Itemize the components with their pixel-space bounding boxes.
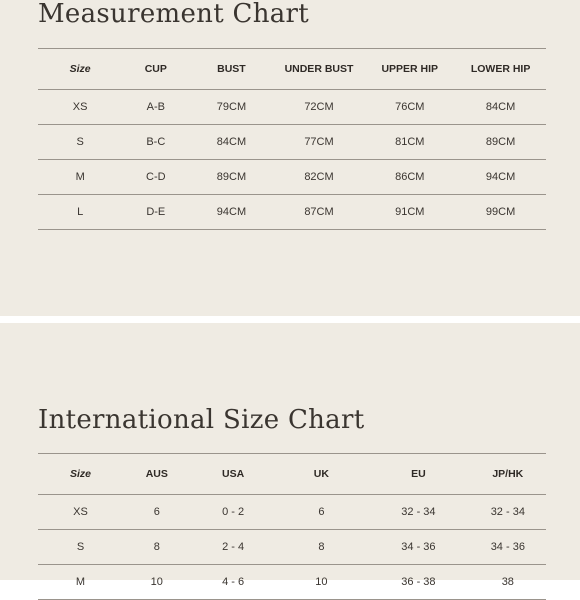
column-header-aus: AUS — [145, 468, 168, 480]
column-header-eu: EU — [411, 468, 426, 480]
cell-cup: C-D — [146, 171, 166, 183]
international-size-chart-panel — [0, 323, 580, 588]
cell-under-bust: 77CM — [304, 136, 334, 148]
cell-upper-hip: 86CM — [395, 171, 425, 183]
column-header-size: Size — [70, 468, 92, 480]
cell-upper-hip: 81CM — [395, 136, 425, 148]
cell-cup: B-C — [146, 136, 166, 148]
column-header-lower-hip: LOWER HIP — [470, 63, 531, 75]
cell-bust: 79CM — [216, 101, 247, 113]
cell-aus: 6 — [153, 506, 160, 518]
column-header-size: Size — [69, 63, 91, 75]
cell-usa: 0 - 2 — [222, 506, 245, 518]
cell-eu: 36 - 38 — [401, 576, 436, 588]
table-row — [38, 530, 546, 565]
table-row — [38, 565, 546, 600]
cell-size: S — [76, 136, 84, 148]
table-row — [38, 195, 546, 230]
cell-eu: 32 - 34 — [401, 506, 436, 518]
cell-uk: 8 — [318, 541, 325, 553]
cell-jp-hk: 38 — [501, 576, 514, 588]
column-header-jp-hk: JP/HK — [492, 468, 524, 480]
table-header-row — [38, 454, 546, 495]
international-size-chart-table — [38, 453, 546, 600]
cell-upper-hip: 91CM — [395, 206, 425, 218]
measurement-chart-table — [38, 48, 546, 230]
column-header-under-bust: UNDER BUST — [284, 63, 354, 75]
international-size-chart-title: International Size Chart — [38, 405, 365, 435]
table-row — [38, 90, 546, 125]
cell-size: S — [76, 541, 85, 553]
cell-lower-hip: 89CM — [485, 136, 516, 148]
table-header-row — [38, 49, 546, 90]
column-header-upper-hip: UPPER HIP — [381, 63, 439, 75]
table-row — [38, 495, 546, 530]
cell-jp-hk: 34 - 36 — [490, 541, 525, 553]
cell-under-bust: 87CM — [304, 206, 334, 218]
cell-cup: A-B — [146, 101, 165, 113]
cell-aus: 10 — [150, 576, 163, 588]
cell-usa: 4 - 6 — [222, 576, 245, 588]
cell-lower-hip: 84CM — [485, 101, 516, 113]
table-row — [38, 125, 546, 160]
cell-lower-hip: 94CM — [485, 171, 516, 183]
cell-size: M — [75, 171, 85, 183]
cell-upper-hip: 76CM — [395, 101, 425, 113]
cell-under-bust: 82CM — [304, 171, 334, 183]
cell-under-bust: 72CM — [304, 101, 334, 113]
cell-bust: 89CM — [216, 171, 247, 183]
cell-cup: D-E — [146, 206, 166, 218]
cell-aus: 8 — [153, 541, 160, 553]
cell-uk: 6 — [318, 506, 325, 518]
cell-size: L — [77, 206, 84, 218]
cell-jp-hk: 32 - 34 — [490, 506, 525, 518]
cell-size: M — [75, 576, 86, 588]
column-header-uk: UK — [313, 468, 329, 480]
cell-size: XS — [72, 101, 88, 113]
cell-bust: 84CM — [216, 136, 247, 148]
column-header-cup: CUP — [144, 63, 167, 75]
cell-uk: 10 — [315, 576, 328, 588]
measurement-chart-title: Measurement Chart — [38, 0, 310, 29]
cell-size: XS — [73, 506, 88, 518]
cell-eu: 34 - 36 — [401, 541, 436, 553]
cell-usa: 2 - 4 — [222, 541, 245, 553]
cell-lower-hip: 99CM — [485, 206, 516, 218]
cell-bust: 94CM — [216, 206, 247, 218]
column-header-usa: USA — [222, 468, 245, 480]
column-header-bust: BUST — [217, 63, 246, 75]
table-row — [38, 160, 546, 195]
